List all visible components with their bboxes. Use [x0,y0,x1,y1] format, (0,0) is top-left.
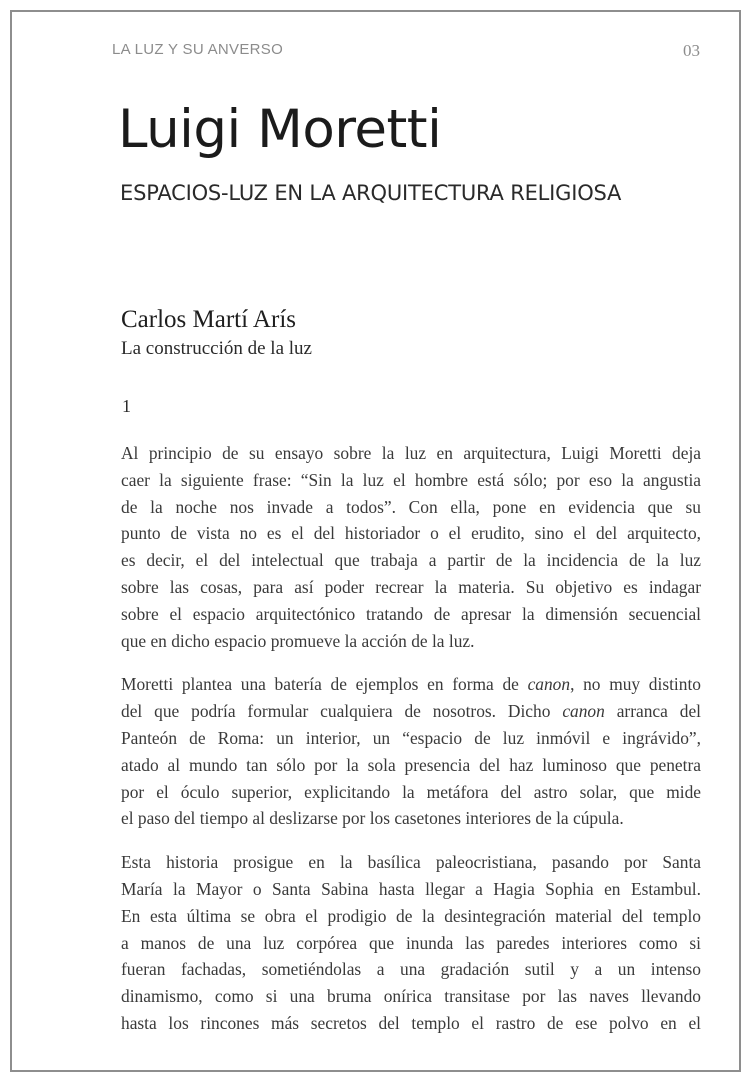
text-line: atado al mundo tan sólo por la sola presencia del haz luminoso que penetra [121,754,701,775]
text-line: caer la siguiente frase: “Sin la luz el hombre está sólo; por eso la angustia [121,469,701,490]
text-line: Al principio de su ensayo sobre la luz en arquitectura, Luigi Moretti deja [121,443,701,463]
text-line: punto de vista no es el del historiador o el erudito, sino el del arquitecto, [121,523,701,544]
text-line: En esta última se obra el prodigio de la desintegración material del templo [121,905,701,926]
text-line: hasta los rincones más secretos del templo el rastro de ese polvo en el [121,1012,701,1033]
text-line: por el óculo superior, explicitando la metáfora del astro solar, que mide [121,781,701,802]
page-number: 03 [683,41,700,60]
paragraph-3 [121,849,701,1037]
text-line: de la noche nos invade a todos”. Con ella, pone en evidencia que su [121,496,701,517]
text-line: del que podría formular cualquiera de nosotros. Dicho canon arranca del [121,701,701,722]
paragraph-2 [121,671,701,832]
text-line: María la Mayor o Santa Sabina hasta llegar a Hagia Sophia en Estambul. [121,878,701,899]
text-line: fueran fachadas, sometiéndolas a una gradación sutil y a un intenso [121,959,701,980]
paragraph-1 [121,440,701,654]
text-line: Moretti plantea una batería de ejemplos en forma de canon, no muy distinto [121,674,701,695]
body-text [121,440,701,1037]
text-line: a manos de una luz corpórea que inunda las paredes interiores como si [121,932,701,953]
text-line: Esta historia prosigue en la basílica paleocristiana, pasando por Santa [121,852,701,873]
section-number: 1 [122,396,131,416]
text-line: que en dicho espacio promueve la acción de la luz. [121,630,475,651]
text-line: el paso del tiempo al deslizarse por los casetones interiores de la cúpula. [121,808,624,829]
text-line: sobre el espacio arquitectónico tratando de apresar la dimensión secuencial [121,603,701,624]
document-title: Luigi Moretti [118,99,442,160]
essay-title: La construcción de la luz [121,338,312,359]
running-title: LA LUZ Y SU ANVERSO [112,41,284,58]
document-subtitle: ESPACIOS-LUZ EN LA ARQUITECTURA RELIGIOSA [120,181,622,205]
author-name: Carlos Martí Arís [121,306,296,333]
text-line: Panteón de Roma: un interior, un “espacio de luz inmóvil e ingrávido”, [121,727,701,748]
text-line: sobre las cosas, para así poder recrear la materia. Su objetivo es indagar [121,576,701,597]
text-line: es decir, el del intelectual que trabaja a partir de la incidencia de la luz [121,550,701,571]
text-line: dinamismo, como si una bruma onírica transitase por las naves llevando [121,986,701,1007]
